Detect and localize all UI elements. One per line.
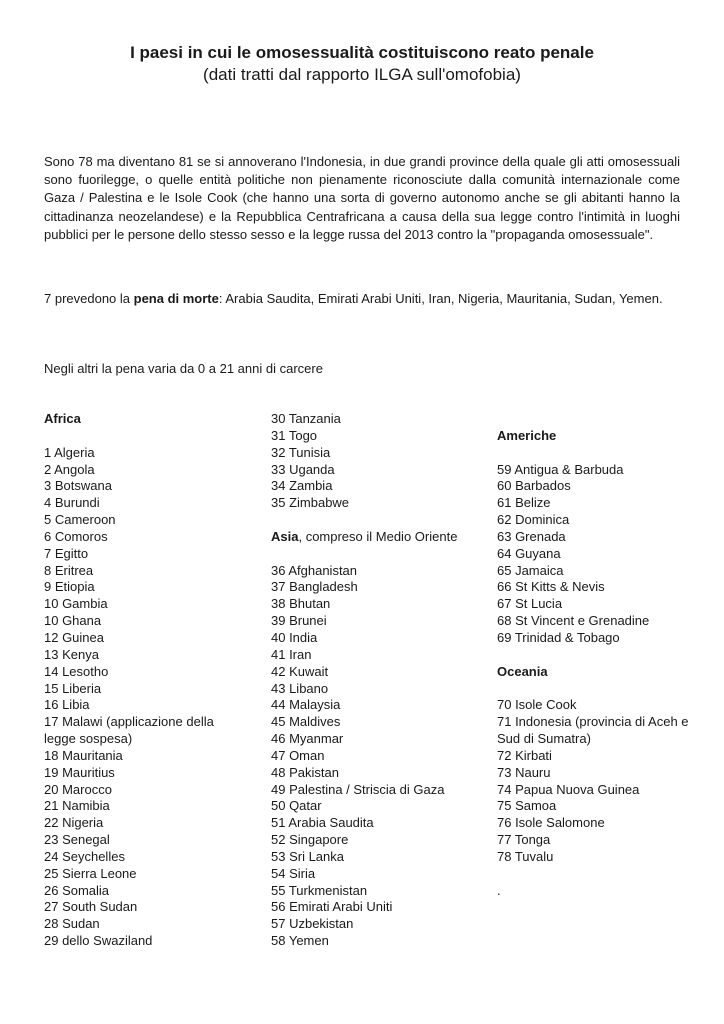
list-item: 34 Zambia — [271, 478, 333, 494]
death-penalty-suffix: : Arabia Saudita, Emirati Arabi Uniti, Iran, Nigeria, Mauritania, Sudan, Yemen. — [218, 291, 663, 306]
list-item: 28 Sudan — [44, 916, 100, 932]
list-item: 10 Gambia — [44, 596, 108, 612]
list-item: 74 Papua Nuova Guinea — [497, 781, 640, 797]
list-item: 67 St Lucia — [497, 596, 563, 612]
africa-list-continued — [271, 411, 471, 512]
list-item: 6 Comoros — [44, 528, 108, 544]
asia-heading — [271, 529, 471, 546]
column-1 — [44, 411, 244, 950]
list-item: 25 Sierra Leone — [44, 865, 137, 881]
column-3 — [497, 411, 697, 899]
list-item: 21 Namibia — [44, 798, 110, 814]
list-item: 42 Kuwait — [271, 663, 329, 679]
list-item: 71 Indonesia (provincia di Aceh e Sud di Sumatra) — [497, 714, 689, 747]
list-item: 5 Cameroon — [44, 512, 116, 528]
list-item: 55 Turkmenistan — [271, 882, 368, 898]
list-item: 72 Kirbati — [497, 747, 552, 763]
list-item: 40 India — [271, 629, 318, 645]
list-item: 19 Mauritius — [44, 764, 115, 780]
list-item: 44 Malaysia — [271, 697, 341, 713]
list-item: 41 Iran — [271, 646, 312, 662]
list-item: 35 Zimbabwe — [271, 495, 350, 511]
list-item: 65 Jamaica — [497, 562, 564, 578]
list-item: 38 Bhutan — [271, 596, 331, 612]
list-item: 22 Nigeria — [44, 815, 104, 831]
page-subtitle: (dati tratti dal rapporto ILGA sull'omofobia) — [203, 65, 521, 84]
asia-list — [271, 563, 471, 950]
death-penalty-prefix: 7 prevedono la — [44, 291, 134, 306]
list-item: 14 Lesotho — [44, 663, 109, 679]
list-item: 60 Barbados — [497, 478, 571, 494]
list-item: 61 Belize — [497, 495, 551, 511]
africa-list — [44, 445, 244, 950]
list-item: 51 Arabia Saudita — [271, 815, 374, 831]
list-item: 76 Isole Salomone — [497, 815, 605, 831]
list-item: 9 Etiopia — [44, 579, 95, 595]
list-item: 18 Mauritania — [44, 747, 123, 763]
list-item: 20 Marocco — [44, 781, 112, 797]
list-item: 66 St Kitts & Nevis — [497, 579, 605, 595]
list-item: 15 Liberia — [44, 680, 102, 696]
list-item: 17 Malawi (applicazione della legge sospesa) — [44, 714, 214, 747]
asia-heading-rest: , compreso il Medio Oriente — [298, 528, 458, 544]
list-item: 29 dello Swaziland — [44, 933, 153, 949]
list-item: 75 Samoa — [497, 798, 557, 814]
list-item: 53 Sri Lanka — [271, 848, 344, 864]
list-item: 64 Guyana — [497, 545, 561, 561]
page-title: I paesi in cui le omosessualità costituiscono reato penale — [130, 43, 594, 62]
list-item: 27 South Sudan — [44, 899, 138, 915]
list-item: 62 Dominica — [497, 512, 570, 528]
list-item: 36 Afghanistan — [271, 562, 358, 578]
americas-list — [497, 462, 697, 647]
list-item: 77 Tonga — [497, 832, 551, 848]
list-item: 30 Tanzania — [271, 411, 341, 426]
oceania-list — [497, 697, 697, 865]
list-item: 49 Palestina / Striscia di Gaza — [271, 781, 445, 797]
americas-heading: Americhe — [497, 427, 557, 443]
closing-mark: . — [497, 882, 501, 898]
list-item: 59 Antigua & Barbuda — [497, 461, 624, 477]
list-item: 33 Uganda — [271, 461, 335, 477]
death-penalty-paragraph — [44, 290, 680, 308]
list-item: 57 Uzbekistan — [271, 916, 354, 932]
list-item: 26 Somalia — [44, 882, 110, 898]
oceania-heading: Oceania — [497, 663, 548, 679]
africa-heading: Africa — [44, 411, 81, 426]
list-item: 39 Brunei — [271, 613, 327, 629]
list-item: 37 Bangladesh — [271, 579, 358, 595]
list-item: 12 Guinea — [44, 629, 104, 645]
list-item: 31 Togo — [271, 427, 318, 443]
list-item: 58 Yemen — [271, 933, 329, 949]
intro-paragraph: Sono 78 ma diventano 81 se si annoverano l'Indonesia, in due grandi province della quale gli atti omosessuali sono fuorilegge, o quelle entità politiche non pienamente riconosciute dalla comunità internazionale come Gaza / Palestina e le Isole Cook (che hanno una sorta di governo autonomo anche se gli abitanti hanno la cittadinanza neozelandese) e la Repubblica Centrafricana a causa della sua legge contro l'intimità in luoghi pubblici per le persone dello stesso sesso e la legge russa del 2013 contro la "propaganda omosessuale". — [44, 154, 680, 242]
death-penalty-bold: pena di morte — [133, 291, 219, 306]
list-item: 78 Tuvalu — [497, 848, 554, 864]
list-item: 50 Qatar — [271, 798, 322, 814]
list-item: 8 Eritrea — [44, 562, 94, 578]
asia-heading-bold: Asia — [271, 528, 299, 544]
list-item: 52 Singapore — [271, 832, 349, 848]
list-item: 16 Libia — [44, 697, 90, 713]
list-item: 68 St Vincent e Grenadine — [497, 613, 650, 629]
list-item: 63 Grenada — [497, 528, 566, 544]
list-item: 45 Maldives — [271, 714, 341, 730]
list-item: 4 Burundi — [44, 495, 100, 511]
list-item: 10 Ghana — [44, 613, 102, 629]
list-item: 70 Isole Cook — [497, 697, 577, 713]
list-item: 32 Tunisia — [271, 444, 331, 460]
list-item: 69 Trinidad & Tobago — [497, 629, 620, 645]
list-item: 43 Libano — [271, 680, 329, 696]
list-item: 47 Oman — [271, 747, 325, 763]
list-item: 54 Siria — [271, 865, 316, 881]
list-item: 1 Algeria — [44, 444, 95, 460]
list-item: 48 Pakistan — [271, 764, 339, 780]
list-item: 24 Seychelles — [44, 848, 125, 864]
list-item: 3 Botswana — [44, 478, 112, 494]
column-2 — [271, 411, 471, 950]
list-item: 56 Emirati Arabi Uniti — [271, 899, 393, 915]
list-item: 7 Egitto — [44, 545, 89, 561]
list-item: 46 Myanmar — [271, 731, 344, 747]
list-item: 73 Nauru — [497, 764, 551, 780]
penalty-range-text: Negli altri la pena varia da 0 a 21 anni di carcere — [44, 361, 323, 376]
list-item: 13 Kenya — [44, 646, 99, 662]
list-item: 23 Senegal — [44, 832, 110, 848]
list-item: 2 Angola — [44, 461, 95, 477]
